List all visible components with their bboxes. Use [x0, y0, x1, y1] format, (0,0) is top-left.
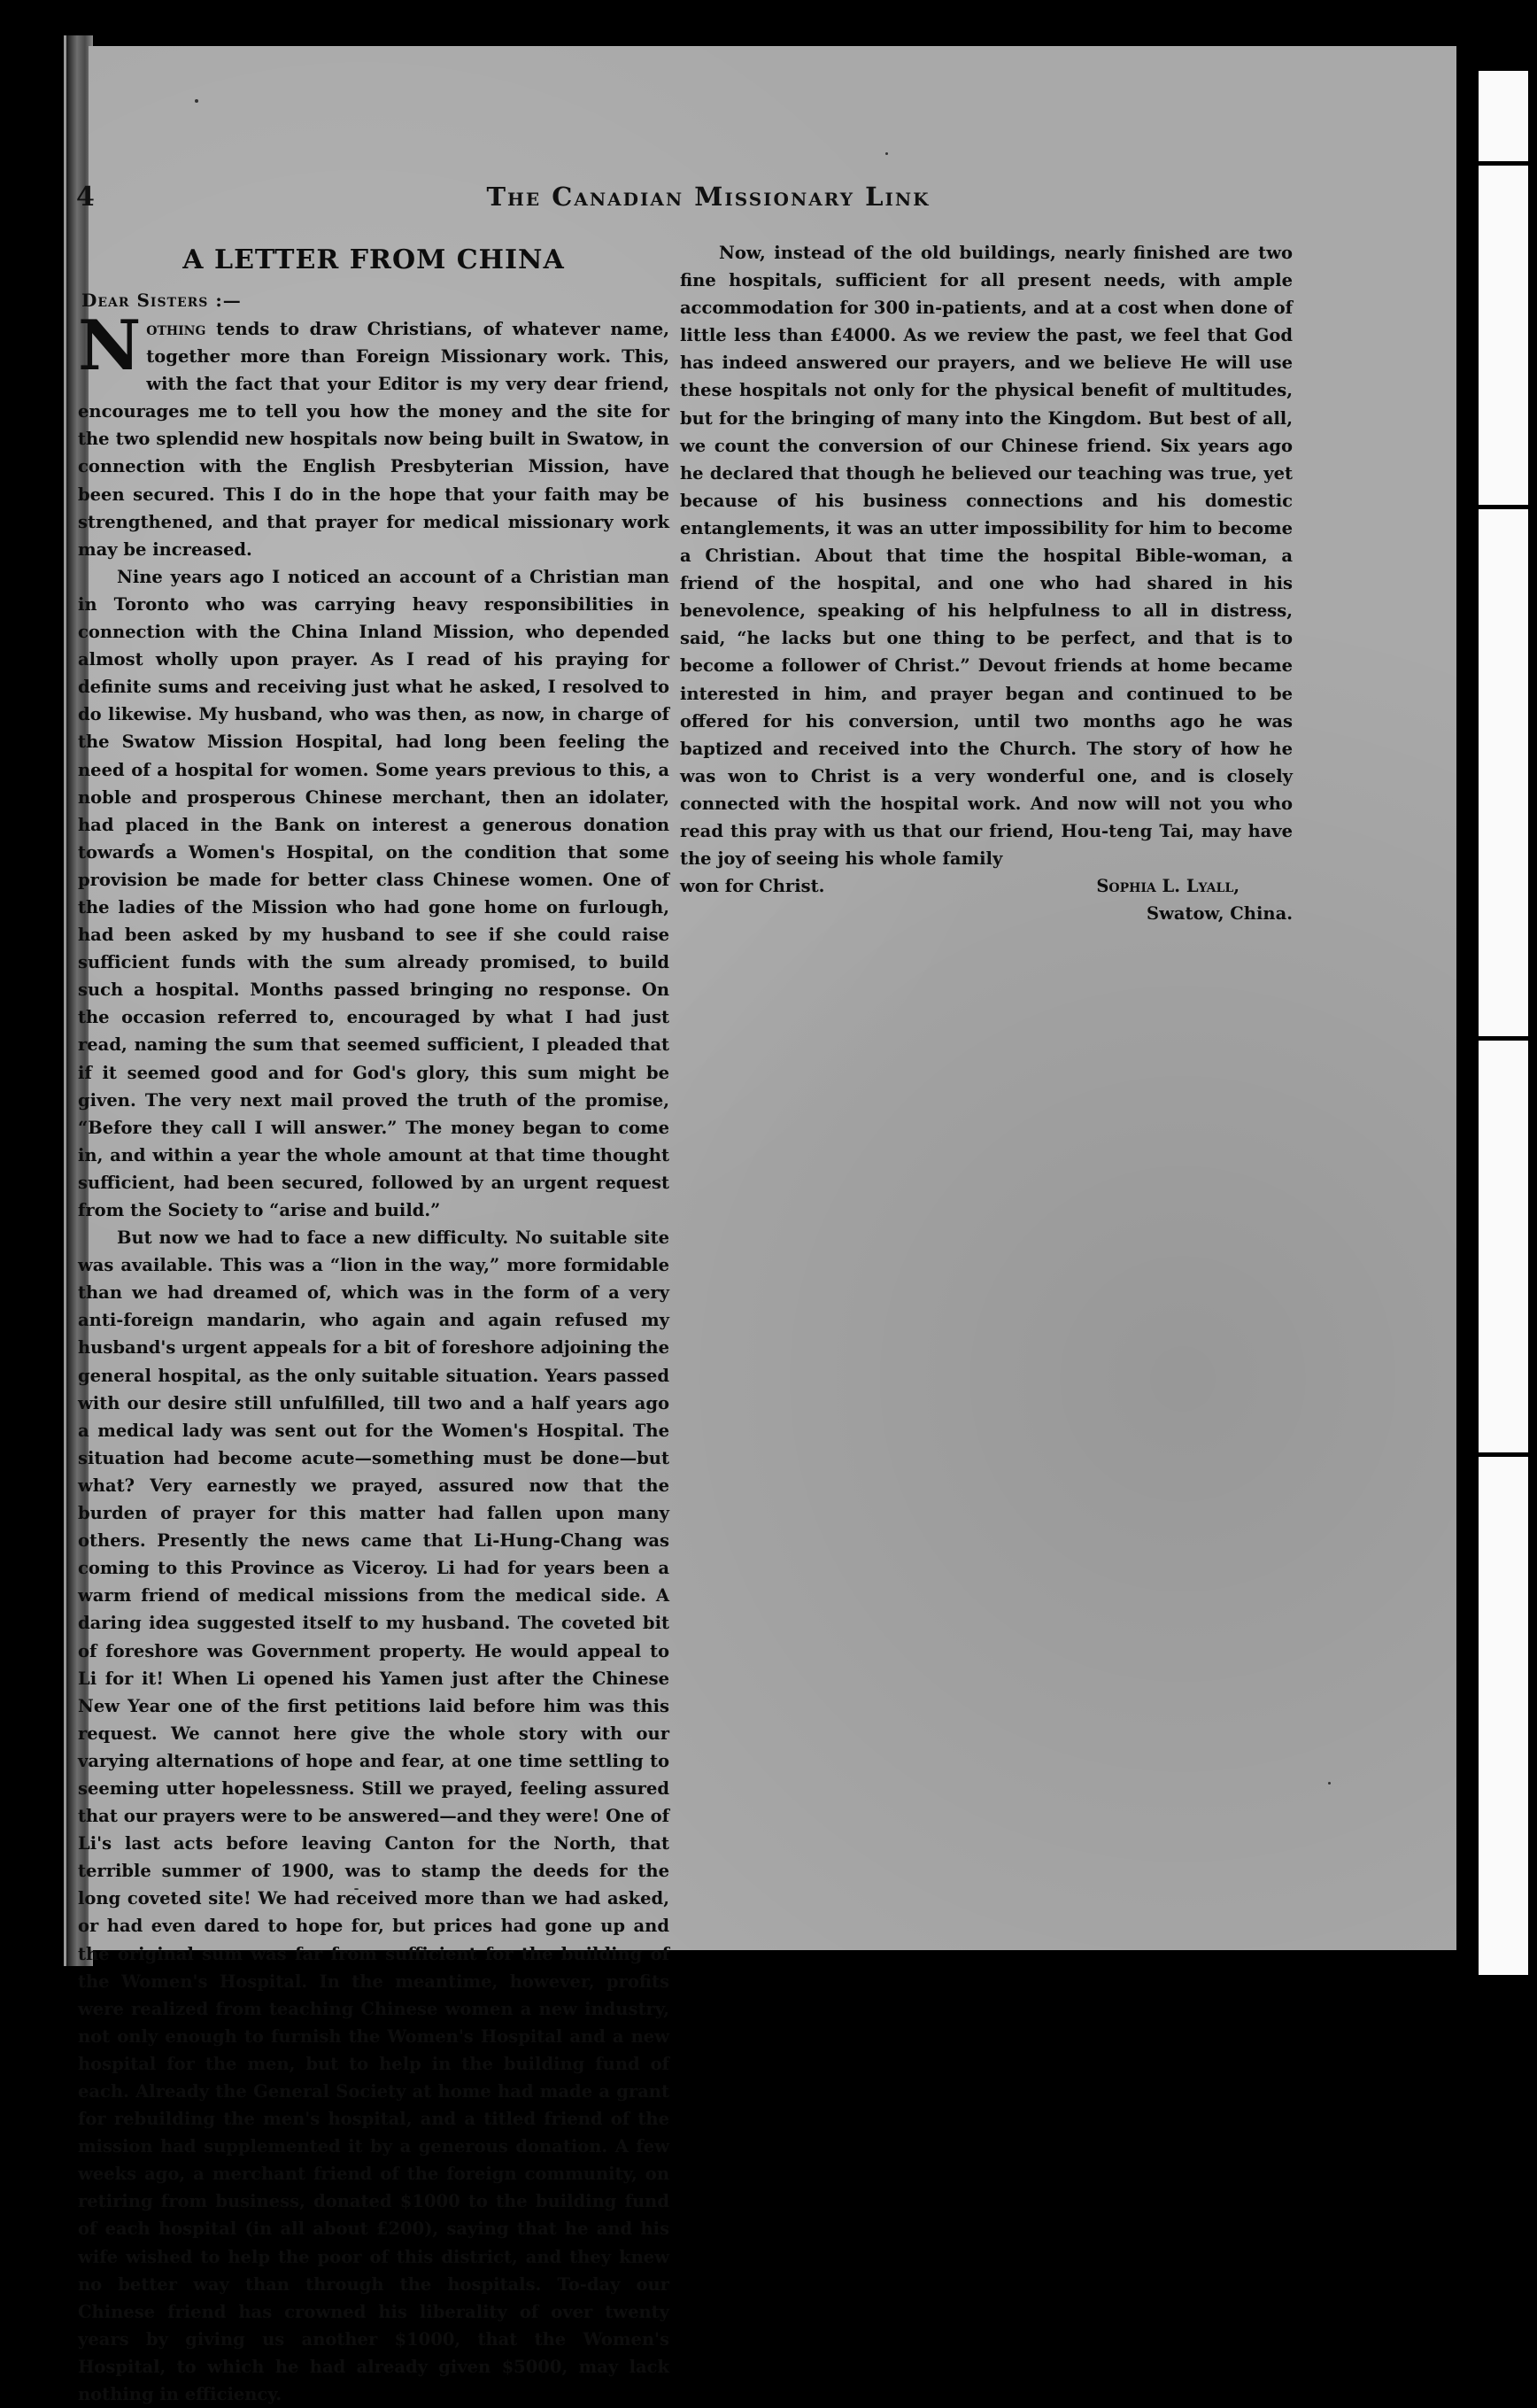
edge-tick — [1461, 1036, 1533, 1041]
paragraph-1-lead: othing — [146, 319, 206, 339]
adjacent-page-edge — [1461, 35, 1537, 1998]
text-column-left — [78, 239, 669, 2408]
running-header — [0, 182, 1537, 217]
signature-name: Sophia L. Lyall, — [1096, 876, 1240, 897]
paragraph-3: But now we had to face a new difficulty. No suitable site was available. This was a “lion in the way,” more formidable than we had dreamed of, which was in the form of a very anti-foreign mandarin, who again and again refused my husband's urgent appeals for a bit of foreshore adjoining the general hospital, as the only suitable situation. Years passed with our desire still unfulfilled, till two and a half years ago a medical lady was sent out for the Women's Hospital. The situation had become acute—something must be done—but what? Very earnestly we prayed, assured now that the burden of prayer for this matter had fallen upon many others. Presently the news came that Li-Hung-Chang was coming to this Province as Viceroy. Li had for years been a warm friend of medical missions from the medical side. A daring idea suggested itself to my husband. The coveted bit of foreshore was Government property. He would appeal to Li for it! When Li opened his Yamen just after the Chinese New Year one of the first petitions laid before him was this request. We cannot here give the whole story with our varying alternations of hope and fear, at one time settling to seeming utter hopelessness. Still we prayed, feeling assured that our prayers were to be answered—and they were! One of Li's last acts before leaving Canton for the North, that terrible summer of 1900, was to stamp the deeds for the long coveted site! We had received more than we had asked, or had even dared to hope for, but prices had gone up and the original sum was far from sufficient for the building of the Women's Hospital. In the meantime, however, profits were realized from teaching Chinese women a new industry, not only enough to furnish the Women's Hospital and a new hospital for the men, but to help in the building fund of each. Already the General Society at home had made a grant for rebuilding the men's hospital, and a titled friend of the mission had supplemented it by a generous donation. A few weeks ago, a merchant friend of the foreign community, on retiring from business, donated $1000 to the building fund of each hospital (in all about £200), saying that he and his wife wished to help the poor of this district, and they knew no better way than through the hospitals. To-day our Chinese friend has crowned his liberality of over twenty years by giving us another $1000, that the Women's Hospital, to which he had already given $5000, may lack nothing in efficiency. — [78, 1227, 669, 2405]
page-number: 4 — [76, 182, 95, 213]
text-column-right — [680, 239, 1293, 927]
closing-line — [680, 872, 1293, 900]
paragraph-1-text: tends to draw Christians, of whatever name, together more than Foreign Missionary work. This, with the fact that your Editor is my very dear friend, encourages me to tell you how the money and the site for the two splendid new hospitals now being built in Swatow, in connection with the English Presbyterian Mission, have been secured. This I do in the hope that your faith may be strengthened, and that prayer for medical missionary work may be increased. — [78, 319, 669, 560]
paragraph-2: Nine years ago I noticed an account of a Christian man in Toronto who was carrying heavy responsibilities in connection with the China Inland Mission, who depended almost wholly upon prayer. As I read of his praying for definite sums and receiving just what he asked, I resolved to do likewise. My husband, who was then, as now, in charge of the Swatow Mission Hospital, had long been feeling the need of a hospital for women. Some years previous to this, a noble and prosperous Chinese merchant, then an idolater, had placed in the Bank on interest a generous donation towards a Women's Hospital, on the condition that some provision be made for better class Chinese women. One of the ladies of the Mission who had gone home on furlough, had been asked by my husband to see if she could raise sufficient funds with the sum already promised, to build such a hospital. Months passed bringing no response. On the occasion referred to, encouraged by what I had just read, naming the sum that seemed sufficient, I pleaded that if it seemed good and for God's glory, this sum might be given. The very next mail proved the truth of the promise, “Before they call I will answer.” The money began to come in, and within a year the whole amount at that time thought sufficient, had been secured, followed by an urgent request from the Society to “arise and build.” — [78, 566, 669, 1220]
edge-tick — [1461, 161, 1533, 166]
signature-place: Swatow, China. — [1147, 903, 1293, 925]
salutation: Dear Sisters :— — [81, 290, 242, 311]
paragraph-1 — [78, 306, 669, 563]
article-title: A LETTER FROM CHINA — [182, 244, 565, 275]
journal-title: The Canadian Missionary Link — [486, 182, 931, 212]
drop-cap: N — [78, 306, 142, 386]
edge-tick — [1461, 1452, 1533, 1457]
closing-text: won for Christ. — [680, 876, 825, 897]
adjacent-page-margin — [1471, 71, 1528, 1975]
paragraph-4: Now, instead of the old buildings, nearly finished are two fine hospitals, sufficient for all present needs, with ample accommodation for 300 in-patients, and at a cost when done of little less than £4000. As we review the past, we feel that God has indeed answered our prayers, and we believe He will use these hospitals not only for the physical benefit of multitudes, but for the bringing of many into the Kingdom. But best of all, we count the conversion of our Chinese friend. Six years ago he declared that though he believed our teaching was true, yet because of his business connections and his domestic entanglements, it was an utter impossibility for him to become a Christian. About that time the hospital Bible-woman, a friend of the hospital, and one who had shared in his benevolence, speaking of his helpfulness to all in distress, said, “he lacks but one thing to be perfect, and that is to become a follower of Christ.” Devout friends at home became interested in him, and prayer began and continued to be offered for his conversion, until two months ago he was baptized and received into the Church. The story of how he was won to Christ is a very wonderful one, and is closely connected with the hospital work. And now will not you who read this pray with us that our friend, Hou-teng Tai, may have the joy of seeing his whole family — [680, 243, 1293, 870]
edge-tick — [1461, 505, 1533, 509]
